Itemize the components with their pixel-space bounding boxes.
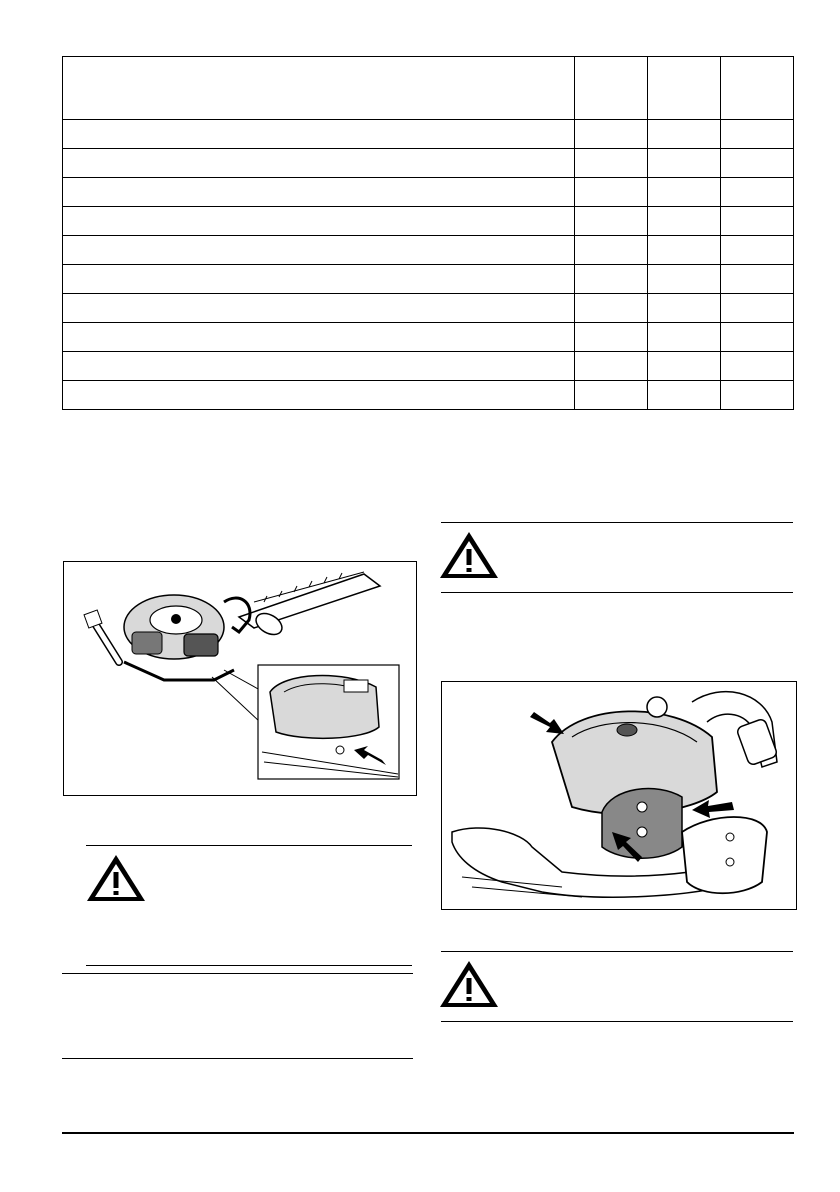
footer-rule: [62, 1132, 794, 1134]
table-cell: [63, 149, 575, 178]
table-row: [63, 381, 794, 410]
table-row: [63, 265, 794, 294]
table-cell: [575, 352, 648, 381]
table-cell: [648, 381, 721, 410]
table-cell: [575, 381, 648, 410]
table-row: [63, 352, 794, 381]
table-cell: [648, 352, 721, 381]
table-row: [63, 207, 794, 236]
table-cell: [63, 352, 575, 381]
warning-bottom-rule: [441, 592, 793, 593]
table-row: [63, 323, 794, 352]
table-cell: [721, 323, 794, 352]
header-cell: [63, 57, 575, 120]
table-cell: [575, 236, 648, 265]
table-cell: [575, 149, 648, 178]
table-cell: [63, 265, 575, 294]
table-row: [63, 149, 794, 178]
table-row: [63, 294, 794, 323]
table-cell: [721, 381, 794, 410]
table-cell: [648, 120, 721, 149]
warning-triangle-icon: [437, 958, 501, 1010]
table-cell: [63, 178, 575, 207]
table-cell: [721, 294, 794, 323]
table-cell: [648, 323, 721, 352]
header-cell: [721, 57, 794, 120]
warning-triangle-icon: [437, 529, 501, 581]
table-cell: [63, 120, 575, 149]
table-cell: [648, 178, 721, 207]
table-cell: [721, 178, 794, 207]
table-cell: [721, 149, 794, 178]
table-cell: [575, 120, 648, 149]
warning-top-rule: [441, 522, 793, 523]
warning-top-rule: [86, 845, 412, 846]
section-rule: [62, 973, 413, 974]
section-rule: [62, 1058, 413, 1059]
warning-bottom-rule: [86, 965, 412, 966]
table-cell: [63, 294, 575, 323]
hedge-trimmer-illustration: [64, 562, 416, 795]
table-cell: [721, 352, 794, 381]
table-cell: [721, 120, 794, 149]
table-cell: [648, 294, 721, 323]
table-cell: [575, 207, 648, 236]
warning-triangle-icon: [84, 852, 148, 904]
table-cell: [648, 236, 721, 265]
table-row: [63, 120, 794, 149]
maintenance-table: [62, 56, 794, 410]
engine-cover-illustration: [442, 682, 796, 909]
warning-bottom-rule: [441, 1021, 793, 1022]
table-cell: [721, 207, 794, 236]
table-cell: [648, 149, 721, 178]
figure-engine-cover: [441, 681, 797, 910]
header-cell: [648, 57, 721, 120]
table-cell: [575, 178, 648, 207]
table-cell: [63, 236, 575, 265]
table-cell: [721, 265, 794, 294]
table-cell: [63, 323, 575, 352]
table-cell: [648, 265, 721, 294]
table-cell: [575, 294, 648, 323]
table-cell: [648, 207, 721, 236]
table-header-row: [63, 57, 794, 120]
header-cell: [575, 57, 648, 120]
table-cell: [721, 236, 794, 265]
table-cell: [575, 323, 648, 352]
table-row: [63, 178, 794, 207]
table-cell: [63, 207, 575, 236]
warning-top-rule: [441, 951, 793, 952]
table-cell: [63, 381, 575, 410]
figure-hedge-trimmer: [63, 561, 417, 796]
table-cell: [575, 265, 648, 294]
table-row: [63, 236, 794, 265]
